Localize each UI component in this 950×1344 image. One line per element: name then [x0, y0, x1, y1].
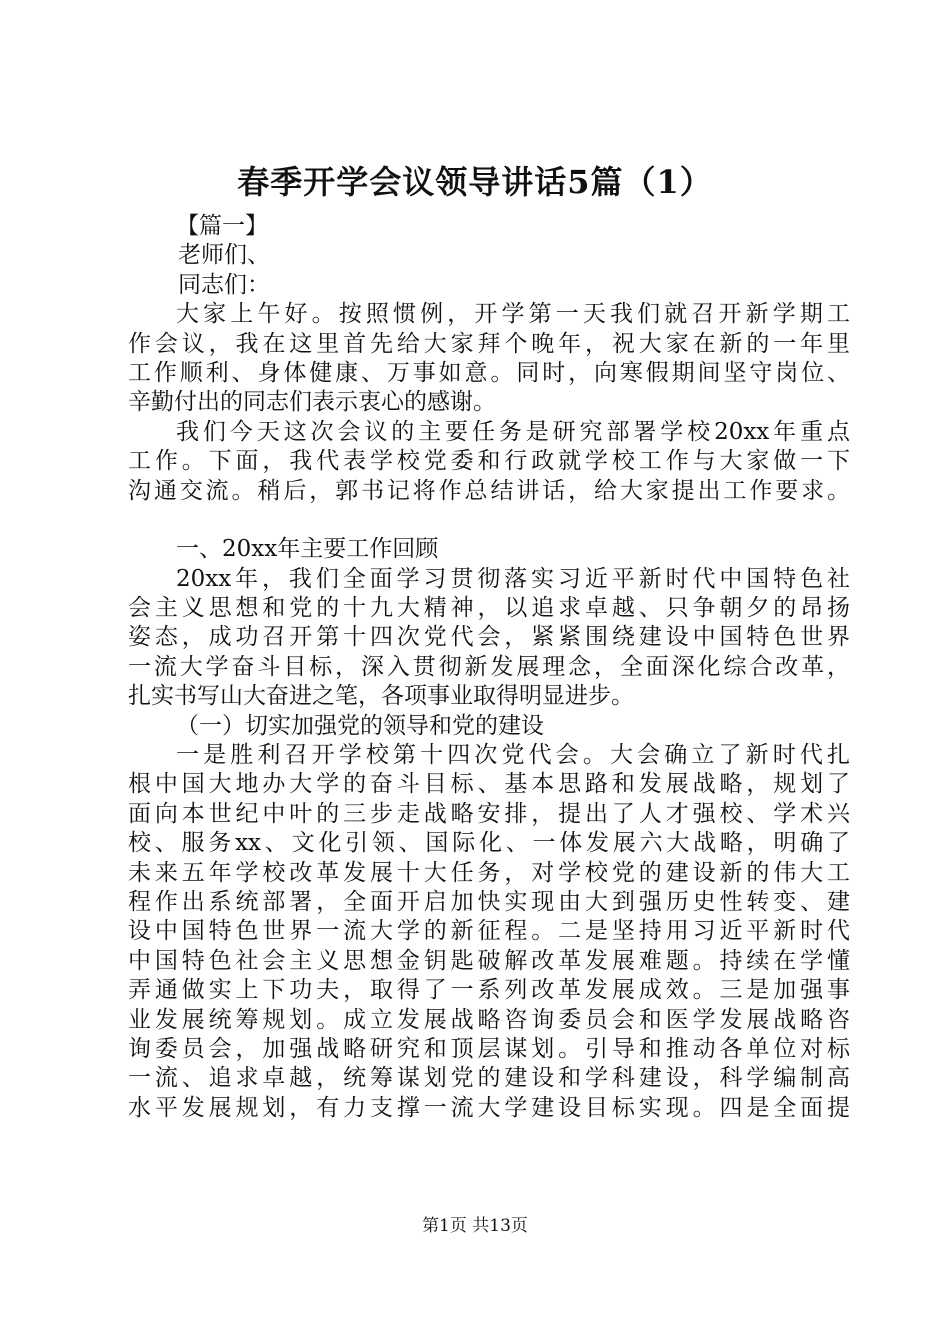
text-line: 中国特色社会主义思想金钥匙破解改革发展难题。持续在学懂 [128, 947, 850, 974]
blank-line [128, 506, 850, 535]
text-line: 水平发展规划，有力支撑一流大学建设目标实现。四是全面提 [128, 1094, 850, 1121]
page-title: 春季开学会议领导讲话5篇（1） [237, 163, 713, 201]
text-line: 20xx年，我们全面学习贯彻落实习近平新时代中国特色社 [176, 565, 850, 592]
text-line: 一流、追求卓越，统筹谋划党的建设和学科建设，科学编制高 [128, 1065, 850, 1092]
text-line: 工作顺利、身体健康、万事如意。同时，向寒假期间坚守岗位、 [128, 359, 850, 386]
text-line: 校、服务xx、文化引领、国际化、一体发展六大战略，明确了 [128, 830, 850, 857]
paragraph [128, 741, 850, 1123]
text-line: 作会议，我在这里首先给大家拜个晚年，祝大家在新的一年里 [128, 330, 850, 357]
text-line: 工作。下面，我代表学校党委和行政就学校工作与大家做一下 [128, 448, 850, 475]
salutation-line: 同志们： [178, 271, 270, 298]
text-line: 设中国特色世界一流大学的新征程。二是坚持用习近平新时代 [128, 918, 850, 945]
text-line: 辛勤付出的同志们表示衷心的感谢。 [128, 389, 496, 416]
text-line: 姿态，成功召开第十四次党代会，紧紧围绕建设中国特色世界 [128, 624, 850, 651]
text-line: 根中国大地办大学的奋斗目标、基本思路和发展战略，规划了 [128, 771, 850, 798]
text-line: 扎实书写山大奋进之笔，各项事业取得明显进步。 [128, 683, 634, 710]
salutation-line: 老师们、 [178, 242, 270, 269]
text-line: 弄通做实上下功夫，取得了一系列改革发展成效。三是加强事 [128, 977, 850, 1004]
paragraph [128, 565, 850, 712]
paragraph [128, 418, 850, 506]
text-line: 我们今天这次会议的主要任务是研究部署学校20xx年重点 [176, 418, 850, 445]
text-line: 大家上午好。按照惯例，开学第一天我们就召开新学期工 [176, 301, 850, 328]
text-line: 未来五年学校改革发展十大任务，对学校党的建设新的伟大工 [128, 859, 850, 886]
section-heading: 一、20xx年主要工作回顾 [176, 536, 439, 563]
section-label: 【篇一】 [176, 213, 268, 239]
text-line: 沟通交流。稍后，郭书记将作总结讲话，给大家提出工作要求。 [128, 477, 850, 504]
document-body [128, 212, 850, 1123]
text-line: 询委员会，加强战略研究和顶层谋划。引导和推动各单位对标 [128, 1035, 850, 1062]
subsection-heading: （一）切实加强党的领导和党的建设 [176, 712, 544, 739]
paragraph [128, 300, 850, 418]
text-line: 会主义思想和党的十九大精神，以追求卓越、只争朝夕的昂扬 [128, 595, 850, 622]
text-line: 一流大学奋斗目标，深入贯彻新发展理念，全面深化综合改革， [128, 653, 850, 680]
text-line: 面向本世纪中叶的三步走战略安排，提出了人才强校、学术兴 [128, 800, 850, 827]
text-line: 一是胜利召开学校第十四次党代会。大会确立了新时代扎 [176, 742, 850, 769]
page-number: 第1页 共13页 [422, 1216, 528, 1236]
text-line: 程作出系统部署，全面开启加快实现由大到强历史性转变、建 [128, 888, 850, 915]
text-line: 业发展统筹规划。成立发展战略咨询委员会和医学发展战略咨 [128, 1006, 850, 1033]
